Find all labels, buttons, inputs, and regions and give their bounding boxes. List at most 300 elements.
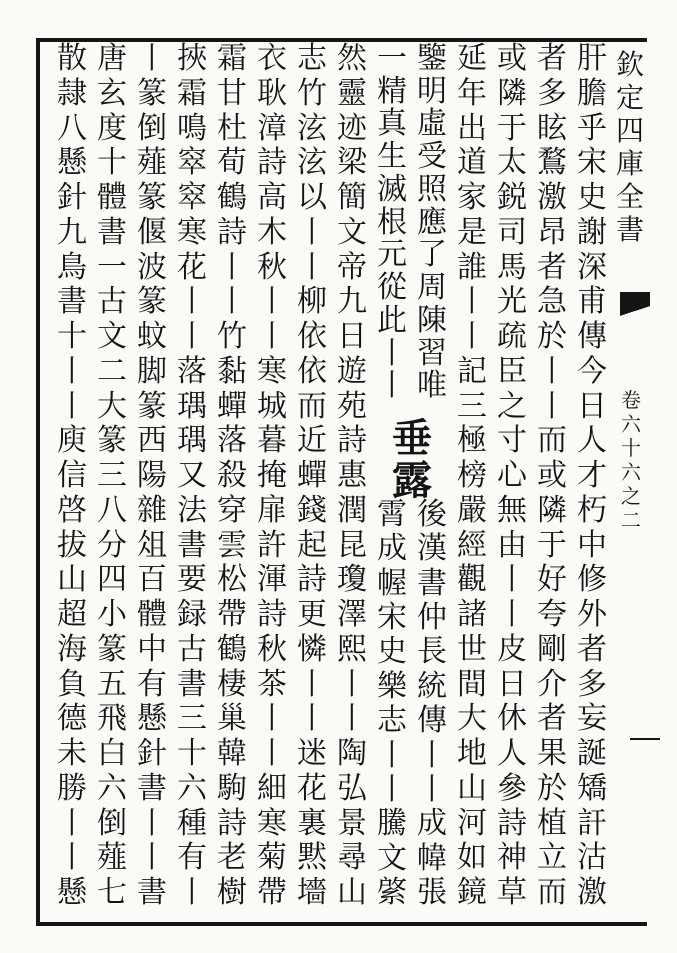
glyph: 九: [337, 284, 367, 320]
glyph: 漢: [417, 531, 447, 567]
glyph: 有: [137, 666, 167, 702]
entry-heading: [370, 415, 454, 504]
glyph: 霜: [177, 75, 207, 111]
glyph: 古: [97, 284, 127, 320]
glyph: 靈: [337, 75, 367, 111]
glyph: 神: [497, 840, 527, 876]
glyph: 韓: [217, 736, 247, 771]
text-column-7: [331, 41, 373, 912]
glyph: 泫: [297, 110, 327, 146]
glyph: 遊: [337, 353, 367, 389]
glyph: 詩: [257, 597, 287, 632]
glyph: 道: [457, 145, 487, 181]
glyph: 統: [417, 668, 447, 704]
text-column-6-top: [371, 41, 413, 404]
glyph: 或: [537, 458, 567, 493]
glyph: 山: [457, 770, 487, 806]
glyph: 鶴: [217, 631, 247, 667]
glyph: 誰: [457, 249, 487, 285]
glyph: 草: [497, 875, 527, 910]
glyph: 秋: [257, 249, 287, 285]
glyph: 而: [537, 875, 567, 910]
glyph: 木: [257, 214, 287, 250]
glyph: 近: [297, 423, 327, 459]
glyph: 寸: [497, 423, 527, 459]
glyph: 懸: [57, 145, 87, 181]
glyph: 丨: [457, 284, 487, 320]
glyph: 篆: [137, 75, 167, 111]
glyph: 於: [537, 770, 567, 806]
glyph: 河: [457, 805, 487, 841]
glyph: 妄: [577, 701, 607, 737]
fishtail-mark-lower: [620, 306, 650, 316]
glyph: 年: [457, 75, 487, 111]
glyph: 眩: [537, 110, 567, 146]
glyph: 大: [457, 701, 487, 737]
glyph: 丨: [57, 840, 87, 876]
glyph: 丨: [537, 353, 567, 389]
glyph: 巢: [217, 701, 247, 737]
glyph: 觀: [457, 562, 487, 598]
glyph: 書: [57, 284, 87, 320]
glyph: 於: [537, 319, 567, 354]
glyph: 俎: [137, 527, 167, 563]
glyph: 記: [457, 353, 487, 389]
text-column-8: [291, 41, 333, 912]
glyph: 丨: [337, 701, 367, 737]
glyph: 雲: [217, 527, 247, 563]
glyph: 膽: [577, 75, 607, 111]
glyph: 丨: [137, 41, 167, 76]
glyph: 朽: [577, 492, 607, 528]
glyph: 丨: [297, 701, 327, 737]
glyph: 竹: [297, 75, 327, 111]
glyph: 篆: [137, 180, 167, 215]
glyph: 樂: [377, 668, 407, 704]
glyph: 臣: [497, 353, 527, 389]
glyph: 人: [497, 736, 527, 771]
glyph: 明: [417, 73, 447, 109]
glyph: 荀: [217, 145, 247, 181]
glyph: 丨: [297, 666, 327, 702]
glyph: 古: [177, 631, 207, 667]
glyph: 了: [417, 237, 447, 273]
glyph: 生: [377, 139, 407, 175]
glyph: 錢: [297, 492, 327, 528]
glyph: 宋: [577, 145, 607, 181]
glyph: 皮: [497, 631, 527, 667]
glyph: 信: [57, 458, 87, 493]
juan-label: 卷 六 十 六 之 二: [621, 388, 641, 532]
glyph: 山: [57, 562, 87, 598]
glyph: 于: [537, 527, 567, 563]
heading-glyph: 垂: [392, 415, 432, 462]
glyph: 矯: [577, 770, 607, 806]
glyph: 訐: [577, 805, 607, 841]
glyph: 仲: [417, 600, 447, 636]
glyph: 高: [257, 180, 287, 215]
glyph: 從: [377, 270, 407, 306]
glyph: 而: [537, 423, 567, 459]
glyph: 二: [97, 353, 127, 389]
glyph: 體: [137, 597, 167, 632]
glyph: 三: [457, 388, 487, 424]
glyph: 德: [57, 701, 87, 737]
glyph: 霜: [217, 41, 247, 76]
glyph: 周: [417, 270, 447, 306]
text-column-4: [451, 41, 493, 912]
glyph: 衣: [257, 41, 287, 76]
glyph: 寒: [257, 353, 287, 389]
fishtail-mark: [620, 292, 650, 306]
glyph: 丨: [177, 284, 207, 320]
glyph: 波: [137, 249, 167, 285]
glyph: 録: [177, 597, 207, 632]
glyph: 殺: [217, 458, 247, 493]
glyph: 十: [97, 145, 127, 181]
glyph: 熙: [337, 631, 367, 667]
glyph: 秋: [257, 631, 287, 667]
text-column-10: [211, 41, 253, 912]
glyph: 是: [457, 214, 487, 250]
glyph: 七: [97, 875, 127, 910]
glyph: 八: [57, 110, 87, 146]
glyph: 花: [297, 770, 327, 806]
glyph: 鋭: [497, 180, 527, 215]
glyph: 丨: [57, 388, 87, 424]
glyph: 丨: [257, 736, 287, 771]
text-column-1: [571, 41, 613, 912]
glyph: 倒: [137, 110, 167, 146]
glyph: 泫: [297, 145, 327, 181]
glyph: 六: [177, 770, 207, 806]
glyph: 落: [217, 423, 247, 459]
glyph: 詩: [257, 145, 287, 181]
glyph: 或: [497, 41, 527, 76]
glyph: 挾: [177, 41, 207, 76]
glyph: 急: [537, 284, 567, 320]
glyph: 蚊: [137, 319, 167, 354]
glyph: 如: [457, 840, 487, 876]
glyph: 寒: [257, 805, 287, 841]
glyph: 霄: [377, 497, 407, 532]
glyph: 十: [177, 736, 207, 771]
glyph: 間: [457, 666, 487, 702]
glyph: 元: [377, 237, 407, 273]
glyph: 竹: [217, 319, 247, 354]
glyph: 外: [577, 597, 607, 632]
glyph: 百: [137, 562, 167, 598]
glyph: 㻦: [177, 423, 207, 459]
margin-tick: [630, 738, 660, 740]
glyph: 之: [497, 388, 527, 424]
glyph: 後: [417, 497, 447, 532]
glyph: 四: [97, 562, 127, 598]
glyph: 無: [497, 492, 527, 528]
glyph: 薤: [137, 145, 167, 181]
glyph: 榜: [457, 458, 487, 493]
glyph: 激: [577, 875, 607, 910]
text-column-12: [131, 41, 173, 912]
glyph: 弘: [337, 770, 367, 806]
glyph: 司: [497, 214, 527, 250]
glyph: 又: [177, 458, 207, 493]
glyph: 依: [297, 353, 327, 389]
glyph: 鑒: [417, 41, 447, 76]
glyph: 蟬: [297, 458, 327, 493]
text-column-6-bottom: [371, 497, 413, 912]
glyph: 有: [177, 840, 207, 876]
glyph: 以: [297, 180, 327, 215]
glyph: 昂: [537, 214, 567, 250]
glyph: 丨: [257, 701, 287, 737]
glyph: 綮: [377, 874, 407, 910]
glyph: 唐: [97, 41, 127, 76]
glyph: 駒: [217, 770, 247, 806]
glyph: 三: [177, 701, 207, 737]
text-column-5-bottom: [411, 497, 453, 912]
glyph: 傳: [417, 703, 447, 739]
glyph: 甫: [577, 284, 607, 320]
glyph: 張: [417, 874, 447, 910]
glyph: 甘: [217, 75, 247, 111]
glyph: 棲: [217, 666, 247, 702]
glyph: 詩: [497, 805, 527, 841]
heading-glyph: 露: [392, 457, 432, 504]
glyph: 日: [337, 319, 367, 354]
glyph: 修: [577, 562, 607, 598]
glyph: 乎: [577, 110, 607, 146]
glyph: 嚴: [457, 492, 487, 528]
glyph: 裏: [297, 805, 327, 841]
glyph: 者: [537, 249, 567, 285]
glyph: 文: [337, 214, 367, 250]
glyph: 薤: [97, 840, 127, 876]
glyph: 丨: [497, 597, 527, 632]
glyph: 極: [457, 423, 487, 459]
glyph: 丨: [297, 214, 327, 250]
glyph: 墻: [297, 875, 327, 910]
glyph: 丨: [177, 319, 207, 354]
glyph: 體: [97, 180, 127, 215]
glyph: 真: [377, 106, 407, 142]
glyph: 鶩: [537, 145, 567, 181]
glyph: 由: [497, 527, 527, 563]
glyph: 松: [217, 562, 247, 598]
glyph: 詩: [297, 562, 327, 598]
glyph: 窣: [177, 180, 207, 215]
glyph: 受: [417, 139, 447, 175]
glyph: 花: [177, 249, 207, 285]
glyph: 心: [497, 458, 527, 493]
glyph: 成: [377, 531, 407, 567]
glyph: 根: [377, 204, 407, 240]
glyph: 未: [57, 736, 87, 771]
glyph: 志: [297, 41, 327, 76]
glyph: 肝: [577, 41, 607, 76]
glyph: 啓: [57, 492, 87, 528]
glyph: 蟬: [217, 388, 247, 424]
glyph: 負: [57, 666, 87, 702]
glyph: 勝: [57, 770, 87, 806]
glyph: 虛: [417, 106, 447, 142]
glyph: 澤: [337, 597, 367, 632]
glyph: 篆: [137, 284, 167, 320]
text-column-9: [251, 41, 293, 912]
glyph: 白: [97, 736, 127, 771]
glyph: 城: [257, 388, 287, 424]
glyph: 照: [417, 171, 447, 207]
glyph: 鳴: [177, 110, 207, 146]
glyph: 日: [497, 666, 527, 702]
glyph: 三: [97, 458, 127, 493]
glyph: 丨: [137, 840, 167, 876]
glyph: 鏡: [457, 875, 487, 910]
glyph: 大: [97, 388, 127, 424]
glyph: 書: [97, 214, 127, 250]
glyph: 更: [297, 597, 327, 632]
glyph: 一: [97, 249, 127, 285]
glyph: 山: [337, 875, 367, 910]
text-column-11: [171, 41, 213, 912]
glyph: 丨: [217, 284, 247, 320]
glyph: 幃: [417, 840, 447, 876]
glyph: 志: [377, 703, 407, 739]
glyph: 梁: [337, 145, 367, 181]
glyph: 成: [417, 806, 447, 842]
glyph: 參: [497, 770, 527, 806]
glyph: 此: [377, 302, 407, 338]
glyph: 昆: [337, 527, 367, 563]
glyph: 五: [97, 666, 127, 702]
glyph: 隣: [537, 492, 567, 528]
glyph: 陳: [417, 302, 447, 338]
glyph: 要: [177, 562, 207, 598]
glyph: 帶: [257, 875, 287, 910]
glyph: 者: [537, 41, 567, 76]
glyph: 掩: [257, 458, 287, 493]
glyph: 菊: [257, 840, 287, 876]
glyph: 出: [457, 110, 487, 146]
glyph: 穿: [217, 492, 247, 528]
glyph: 丨: [137, 805, 167, 841]
glyph: 庾: [57, 423, 87, 459]
glyph: 丨: [337, 666, 367, 702]
glyph: 帝: [337, 249, 367, 285]
glyph: 丨: [297, 249, 327, 285]
glyph: 丨: [257, 319, 287, 354]
glyph: 日: [577, 388, 607, 424]
glyph: 丨: [457, 319, 487, 354]
glyph: 者: [577, 631, 607, 667]
glyph: 唯: [417, 368, 447, 404]
glyph: 書: [177, 527, 207, 563]
text-column-13: [91, 41, 133, 912]
glyph: 篆: [97, 423, 127, 459]
text-column-14: [51, 41, 93, 912]
glyph: 許: [257, 527, 287, 563]
glyph: 西: [137, 423, 167, 459]
glyph: 柳: [297, 284, 327, 320]
glyph: 杜: [217, 110, 247, 146]
glyph: 老: [217, 840, 247, 876]
glyph: 耿: [257, 75, 287, 111]
glyph: 針: [57, 180, 87, 215]
glyph: 法: [177, 492, 207, 528]
glyph: 落: [177, 353, 207, 389]
glyph: 太: [497, 145, 527, 181]
glyph: 雜: [137, 492, 167, 528]
glyph: 史: [377, 634, 407, 670]
glyph: 人: [577, 423, 607, 459]
glyph: 鳥: [57, 249, 87, 285]
glyph: 書: [177, 666, 207, 702]
glyph: 尋: [337, 840, 367, 876]
glyph: 文: [97, 319, 127, 354]
glyph: 家: [457, 180, 487, 215]
glyph: 詩: [337, 423, 367, 459]
glyph: 潤: [337, 492, 367, 528]
glyph: 沽: [577, 840, 607, 876]
glyph: 書: [137, 875, 167, 910]
glyph: 海: [57, 631, 87, 667]
glyph: 懸: [57, 875, 87, 910]
glyph: 隣: [497, 75, 527, 111]
glyph: 介: [537, 666, 567, 702]
glyph: 應: [417, 204, 447, 240]
glyph: 多: [577, 666, 607, 702]
glyph: 扉: [257, 492, 287, 528]
glyph: 夸: [537, 597, 567, 632]
glyph: 陶: [337, 736, 367, 771]
glyph: 寒: [177, 214, 207, 250]
glyph: 鶴: [217, 180, 247, 215]
glyph: 渾: [257, 562, 287, 598]
glyph: 六: [97, 770, 127, 806]
glyph: 剛: [537, 631, 567, 667]
glyph: 光: [497, 284, 527, 320]
glyph: 黙: [297, 840, 327, 876]
glyph: 誕: [577, 736, 607, 771]
glyph: 陽: [137, 458, 167, 493]
glyph: 丨: [417, 737, 447, 773]
glyph: 惠: [337, 458, 367, 493]
glyph: 謝: [577, 214, 607, 250]
glyph: 窣: [177, 145, 207, 181]
glyph: 世: [457, 631, 487, 667]
glyph: 散: [57, 41, 87, 76]
glyph: 隷: [57, 75, 87, 111]
glyph: 丨: [177, 875, 207, 910]
glyph: 諸: [457, 597, 487, 632]
book-title: 欽 定 四 庫 全 書: [615, 48, 644, 247]
glyph: 依: [297, 319, 327, 354]
glyph: 瓊: [337, 562, 367, 598]
glyph: 多: [537, 75, 567, 111]
text-column-3: [491, 41, 533, 912]
glyph: 好: [537, 562, 567, 598]
glyph: 詩: [217, 214, 247, 250]
text-column-5-top: [411, 41, 453, 404]
glyph: 長: [417, 634, 447, 670]
glyph: 超: [57, 597, 87, 632]
glyph: 才: [577, 458, 607, 493]
glyph: 馬: [497, 249, 527, 285]
glyph: 簡: [337, 180, 367, 215]
glyph: 懸: [137, 701, 167, 737]
glyph: 者: [537, 701, 567, 737]
glyph: 針: [137, 736, 167, 771]
